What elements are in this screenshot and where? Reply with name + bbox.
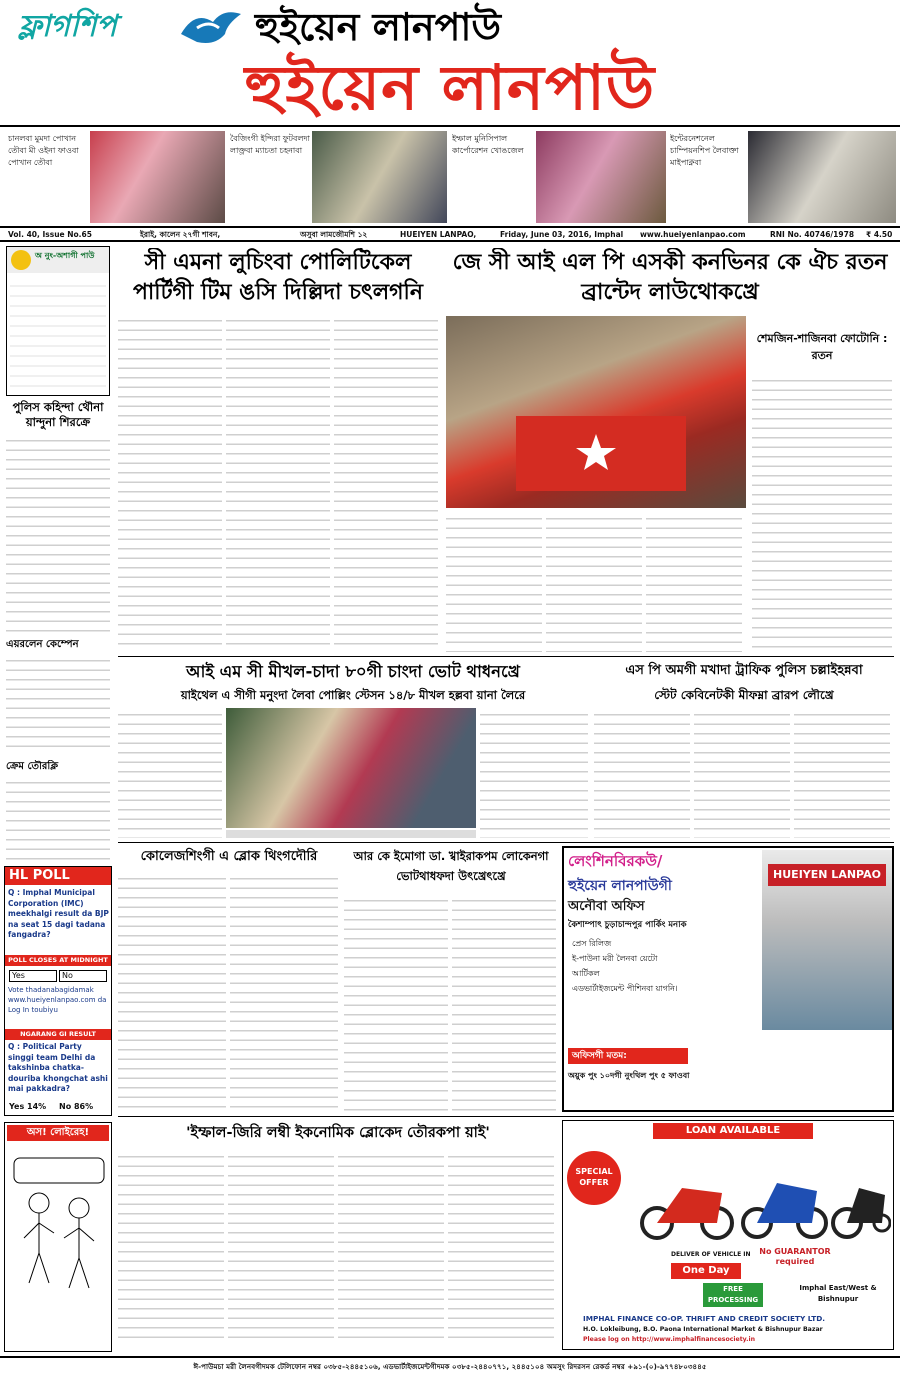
traffic-body — [594, 708, 894, 838]
office-sign-photo — [762, 850, 892, 1030]
lead-headline-2: জে সী আই এল পি এসকী কনভিনর কে ঐচ রতন ব্রান্টেদ লাউথোকখ্রে — [452, 250, 888, 305]
footer — [0, 1356, 900, 1375]
weather-header — [7, 247, 109, 273]
hl-poll — [4, 866, 112, 1116]
police-body — [6, 434, 110, 634]
cartoon-drawing — [9, 1153, 109, 1313]
college-headline: কোলেজশিংগী এ ব্লোক থিংগদৌরি — [140, 849, 318, 864]
masthead-tagline: ফ্লাগশিপ — [18, 9, 117, 44]
teaser-strip — [0, 125, 900, 225]
office-ad-item: আর্টিকল — [572, 969, 600, 978]
photo-caption: শেমজিন-শাজিনবা ফোটোনি : রতন — [756, 332, 888, 362]
office-ad-item: এডভার্টাইজমেন্ট পীশিনবা য়াগনি। — [572, 984, 678, 993]
issue-date: Friday, June 03, 2016, Imphal — [500, 230, 624, 239]
poll-yes-label: Yes — [12, 971, 25, 980]
traffic-subheadline: স্টেট কেবিনেটকী মীফম্না ব্রারপ লৌখ্রে — [654, 688, 834, 702]
free-processing-badge: FREE PROCESSING — [703, 1283, 763, 1307]
economic-body — [118, 1150, 558, 1344]
middle-text: অসুবা লামজৌমশি ১২ — [300, 230, 368, 239]
teaser-text: ইম্ফাল মুনিসিপাল কার্পোরেশন খোঙজেল — [452, 134, 524, 155]
office-ad-heading: লেংশিনবিরকউ/ — [568, 852, 663, 870]
rk-body — [344, 894, 558, 1112]
masthead-title-small: হুইয়েন লানপাউ — [255, 5, 502, 49]
poll-yes-option[interactable] — [9, 970, 57, 982]
teaser-photo — [536, 131, 666, 223]
photo-story-body — [752, 374, 892, 652]
website[interactable]: www.hueiyenlanpao.com — [640, 230, 746, 239]
teaser-photo — [748, 131, 896, 223]
poll-no-option[interactable] — [59, 970, 107, 982]
imc-caption — [226, 830, 476, 838]
lead-body-2 — [446, 512, 746, 652]
branches-text: Imphal East/West & Bishnupur — [799, 1284, 877, 1303]
finance-web[interactable]: Please log on http://www.imphalfinancesociety.in — [583, 1336, 756, 1343]
dove-logo — [175, 4, 250, 52]
traffic-headline: এস পি অমগী মখাদা ট্রাফিক পুলিস চল্লাইহন্নবা — [625, 663, 863, 678]
imc-photo — [226, 708, 476, 828]
guarantor-text: No GUARANTOR required — [759, 1247, 831, 1266]
office-ad-line1: হুইয়েন লানপাউগী — [568, 878, 672, 894]
masthead — [0, 0, 900, 125]
imc-body-right — [480, 708, 588, 838]
office-ad-item: প্রেস রিলিজ — [572, 939, 612, 948]
poll-no-label: No — [62, 971, 73, 980]
imc-body-left — [118, 708, 222, 838]
divider — [118, 842, 894, 843]
lead-headline-1: সী এমনা লুচিংবা পোলিটিকেল পার্টিগী টিম ঙসি দিল্লিদা চৎলগনি — [132, 250, 423, 305]
teaser-photo — [90, 131, 225, 223]
lead-photo — [446, 316, 746, 508]
crime-headline: ক্রেম তৌরক্লি — [6, 761, 59, 772]
rni: RNI No. 40746/1978 — [770, 230, 855, 239]
aeroplane-headline: এয়রলেন কেম্পেন — [6, 639, 79, 650]
poll-title: HL POLL — [5, 867, 111, 885]
office-hours-label: অফিসগী মতম: — [568, 1048, 688, 1064]
divider — [118, 1116, 894, 1117]
office-ad — [562, 846, 894, 1112]
poll-vote-text[interactable]: Vote thadanabagidamak www.hueiyenlanpao.com da Log In toubiyu — [8, 986, 107, 1014]
aeroplane-body — [6, 654, 110, 754]
masthead-title-big: হুইয়েন লানপাউ — [244, 51, 656, 124]
one-day-badge: One Day — [671, 1263, 741, 1279]
special-offer-badge: SPECIAL OFFER — [567, 1151, 621, 1205]
weather-title: অ নুং-অশাগী পাউ — [35, 251, 95, 260]
finance-company: IMPHAL FINANCE CO-OP. THRIFT AND CREDIT SOCIETY LTD. — [583, 1314, 826, 1323]
rk-headline: আর কে ইমোগা ডা. খ্বাইরাকপম লোকেনগা ভোটথাধফদা উৎখ্রেৎখ্রে — [353, 849, 549, 883]
dateline — [0, 226, 900, 242]
teaser-text: ইন্টেরনেশনেল চাম্পিয়নশিপ লৈবাক্তা মাইপাক্নবা — [670, 134, 739, 167]
teaser-text: বৈজিংগী ইন্দিরা ফুটবলদা লাক্ত্রবা ম্যাচতা চহনাবা — [230, 134, 310, 155]
imc-headline: আই এম সী মীখল-চাদা ৮০গী চাংদা ভোট থাধনখ্রে — [186, 662, 520, 681]
deliver-text: DELIVER OF VEHICLE IN — [671, 1251, 751, 1258]
finance-ad — [562, 1120, 894, 1350]
poll-yesterday: NGARANG GI RESULT — [5, 1029, 111, 1040]
office-sign: HUEIYEN LANPAO — [768, 864, 886, 886]
imc-subheadline: য়াইথেল এ সীগী মনুংদা লৈবা পোল্লিং স্টেসন ১৪/৮ মীখল হল্লবা য়ানা লৈরে — [180, 688, 526, 702]
office-hours: অয়ুক পুং ১০দগী নুংথিল পুং ৫ ফাওবা — [568, 1071, 690, 1080]
sun-icon — [11, 250, 31, 270]
poll-closes: POLL CLOSES AT MIDNIGHT — [5, 955, 111, 966]
finance-address: H.O. Lokleibung, B.O. Paona International Market & Bishnupur Bazar — [583, 1326, 823, 1333]
crime-body — [6, 776, 110, 860]
price: ₹ 4.50 — [866, 230, 893, 239]
office-ad-line2: অনৌবা অফিস — [568, 899, 645, 914]
weather-table — [10, 277, 106, 392]
economic-headline: 'ইম্ফাল-জিরি লম্বী ইকনোমিক ব্লোকেদ তৌরকপা য়াই' — [186, 1125, 490, 1141]
weather-box — [6, 246, 110, 396]
footer-text: ঈ-পাউমচা মরী লৈনবগীদমক টেলিফোন নম্বর ০৩৮৫-২৪৪৫১০৬, এডভার্টাইজমেন্টগীদমক ০৩৮৫-২৪৪০৭৭১, ২৪৪৫১০৪ অমসুং রিদরসন রেকর্ড নম্বর +৯১-(০)-৯৭৭৪৮০৩৪৪৫ — [193, 1362, 707, 1371]
office-ad-line3: কৈশাম্পাৎ চুড়াচান্দপুর পার্কিং মনাক — [568, 920, 687, 930]
office-ad-item: ই-পাউনা মরী লৈনবা য়েটো — [572, 954, 658, 963]
teaser-photo — [312, 131, 447, 223]
bengali-date: ইরাই, কালেন ২৭গী শাবন, — [140, 230, 221, 239]
poll-question-2: Q : Political Party singgi team Delhi da takshinba chatka-douriba khongchat ashi mai pakkadra? — [8, 1042, 108, 1093]
divider — [118, 656, 894, 657]
cartoon-box — [4, 1122, 112, 1352]
volume: Vol. 40, Issue No.65 — [8, 230, 92, 239]
poll-yes-result: Yes 14% — [9, 1102, 47, 1111]
cartoon-title: অস! লোইরেহ! — [7, 1125, 109, 1141]
poll-no-result: No 86% — [59, 1102, 94, 1111]
paper-name: HUEIYEN LANPAO, — [400, 230, 477, 239]
motorbikes — [627, 1143, 891, 1243]
poll-question-1: Q : Imphal Municipal Corporation (IMC) meekhalgi result da BJP na seat 15 dagi tadana fangadra? — [8, 888, 109, 939]
teaser-text: চানলবা মুমদা পোখান তৌবা মী ওইনা ফাওবা পোখান তৌবা — [8, 134, 79, 167]
office-ad-items — [572, 936, 762, 1026]
lead-body-1 — [118, 314, 438, 652]
college-body — [118, 872, 340, 1112]
loan-banner: LOAN AVAILABLE — [653, 1123, 813, 1139]
police-headline: পুলিস কহিন্দা থৌনা য়ান্দুনা শিরক্রে — [12, 400, 104, 429]
